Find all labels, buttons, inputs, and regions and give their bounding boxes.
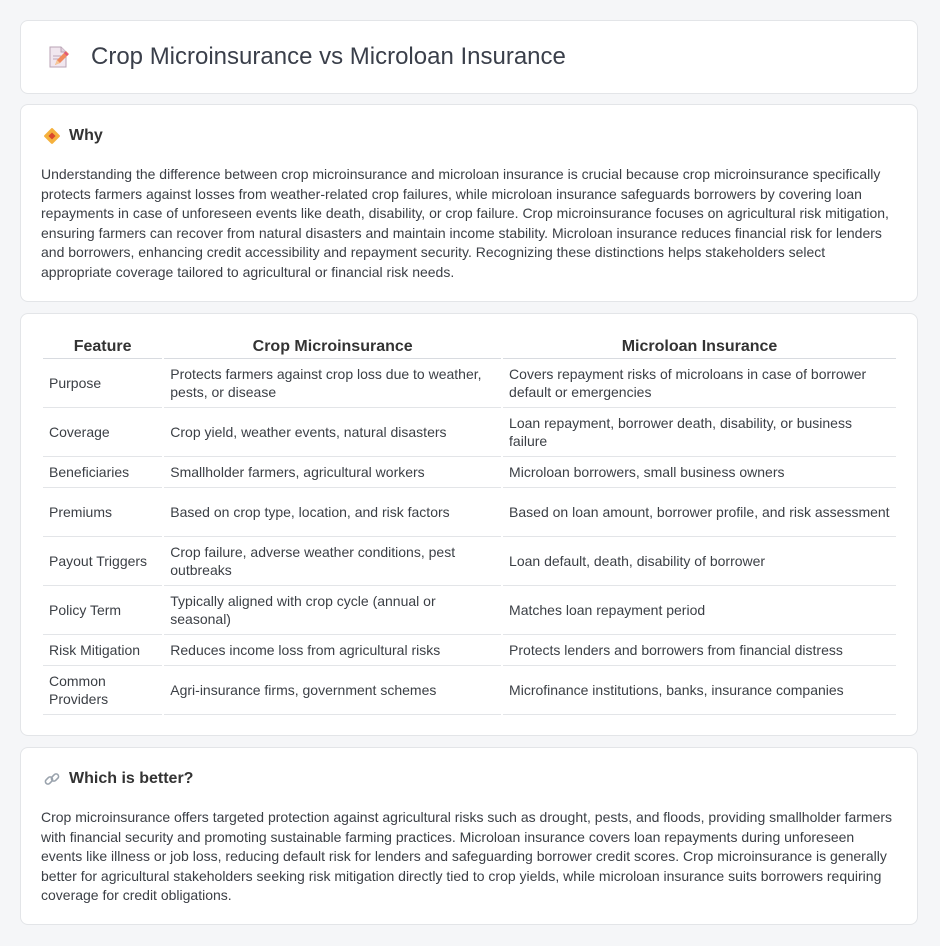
link-icon <box>43 770 61 788</box>
table-row <box>43 488 896 537</box>
row-crop-value: Crop failure, adverse weather conditions, pest outbreaks <box>164 537 501 586</box>
why-title: Why <box>69 127 103 144</box>
row-feature: Common Providers <box>43 666 162 715</box>
table-row <box>43 537 896 586</box>
diamond-sign-icon <box>43 127 61 145</box>
row-crop-value: Reduces income loss from agricultural risks <box>164 635 501 666</box>
row-feature: Purpose <box>43 359 162 408</box>
row-microloan-value: Covers repayment risks of microloans in case of borrower default or emergencies <box>503 359 896 408</box>
document-pencil-icon <box>45 44 71 70</box>
row-feature: Risk Mitigation <box>43 635 162 666</box>
better-title: Which is better? <box>69 770 194 787</box>
better-text: Crop microinsurance offers targeted protection against agricultural risks such as drought, pests, and floods, providing smallholder farmers with financial security and promoting sustainable farming practices. Microloan insurance covers loan repayments during unforeseen events like illness or job loss, reducing default risk for lenders and safeguarding borrower credit scores. Crop microinsurance is generally better for agricultural stakeholders seeking risk mitigation directly tied to crop yields, while microloan insurance suits borrowers requiring coverage for credit obligations. <box>41 809 893 904</box>
row-crop-value: Protects farmers against crop loss due to weather, pests, or disease <box>164 359 501 408</box>
comparison-table <box>41 336 898 715</box>
table-row <box>43 586 896 635</box>
row-crop-value: Agri-insurance firms, government schemes <box>164 666 501 715</box>
row-microloan-value: Protects lenders and borrowers from financial distress <box>503 635 896 666</box>
table-row <box>43 635 896 666</box>
table-row <box>43 408 896 457</box>
row-feature: Payout Triggers <box>43 537 162 586</box>
why-heading <box>43 127 103 145</box>
row-feature: Coverage <box>43 408 162 457</box>
table-row <box>43 457 896 488</box>
comparison-card <box>20 313 918 736</box>
table-row <box>43 359 896 408</box>
header-microloan-insurance: Microloan Insurance <box>503 336 896 359</box>
table-header-row <box>43 336 896 359</box>
row-microloan-value: Based on loan amount, borrower profile, and risk assessment <box>503 488 896 537</box>
row-microloan-value: Microloan borrowers, small business owners <box>503 457 896 488</box>
row-microloan-value: Microfinance institutions, banks, insurance companies <box>503 666 896 715</box>
row-feature: Premiums <box>43 488 162 537</box>
page-title: Crop Microinsurance vs Microloan Insurance <box>91 43 566 70</box>
row-crop-value: Crop yield, weather events, natural disasters <box>164 408 501 457</box>
header-feature: Feature <box>43 336 162 359</box>
header-crop-microinsurance: Crop Microinsurance <box>164 336 501 359</box>
row-crop-value: Smallholder farmers, agricultural workers <box>164 457 501 488</box>
which-is-better-section <box>20 747 918 925</box>
row-crop-value: Based on crop type, location, and risk factors <box>164 488 501 537</box>
row-feature: Policy Term <box>43 586 162 635</box>
better-heading <box>43 770 193 788</box>
title-card <box>20 20 918 94</box>
row-crop-value: Typically aligned with crop cycle (annual or seasonal) <box>164 586 501 635</box>
why-text: Understanding the difference between crop microinsurance and microloan insurance is crucial because crop microinsurance specifically protects farmers against losses from weather-related crop failures, while microloan insurance safeguards borrowers by covering loan repayments in case of unforeseen events like death, disability, or crop failure. Crop microinsurance focuses on agricultural risk mitigation, ensuring farmers can recover from natural disasters and maintain income stability. Microloan insurance reduces financial risk for lenders and borrowers, enhancing credit accessibility and repayment security. Recognizing these distinctions helps stakeholders select appropriate coverage tailored to agricultural or financial risk needs. <box>41 166 889 280</box>
row-microloan-value: Loan repayment, borrower death, disability, or business failure <box>503 408 896 457</box>
row-feature: Beneficiaries <box>43 457 162 488</box>
why-section <box>20 104 918 302</box>
row-microloan-value: Loan default, death, disability of borrower <box>503 537 896 586</box>
row-microloan-value: Matches loan repayment period <box>503 586 896 635</box>
table-row <box>43 666 896 715</box>
